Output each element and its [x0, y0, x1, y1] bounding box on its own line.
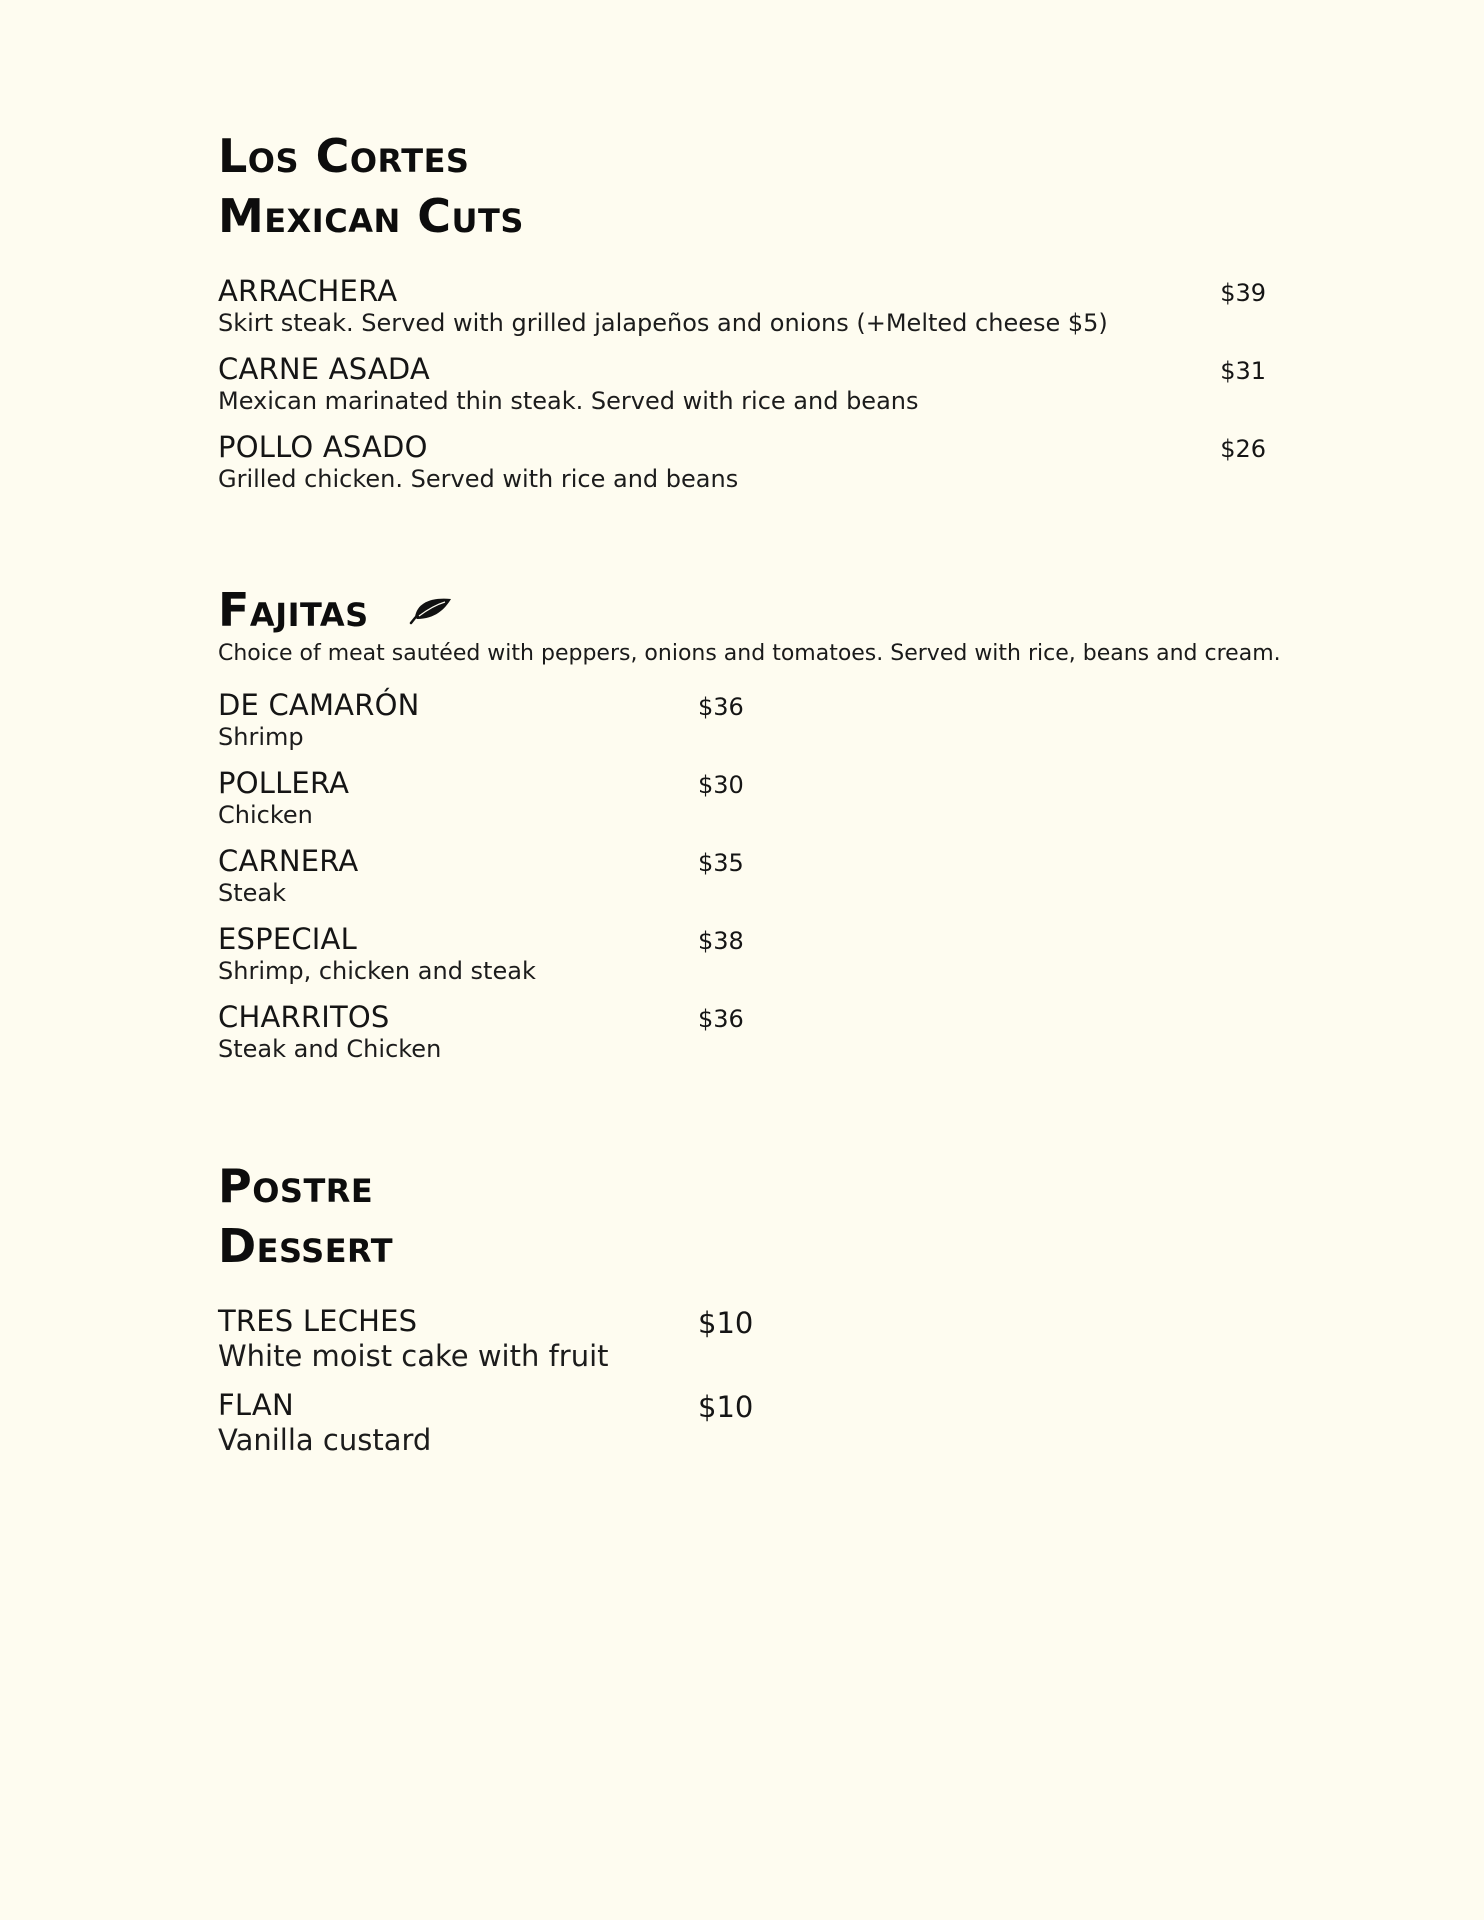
item-price: $35: [698, 849, 744, 877]
item-name: FLAN: [218, 1388, 294, 1422]
menu-item: [218, 844, 1266, 922]
item-name: ESPECIAL: [218, 922, 357, 956]
leaf-icon: [407, 593, 453, 627]
item-price: $30: [698, 771, 744, 799]
section-subtitle: Mexican Cuts: [218, 189, 524, 243]
item-price: $38: [698, 927, 744, 955]
section-subtitle: Dessert: [218, 1219, 394, 1273]
item-name: CARNERA: [218, 844, 359, 878]
menu-item: [218, 766, 1266, 844]
item-description: Mexican marinated thin steak. Served with rice and beans: [218, 387, 919, 415]
section-fajitas: [218, 580, 1281, 1078]
item-description: Steak: [218, 879, 287, 907]
item-price: $10: [698, 1390, 754, 1424]
item-description: Shrimp: [218, 723, 304, 751]
item-name: TRES LECHES: [218, 1304, 418, 1338]
item-description: Shrimp, chicken and steak: [218, 957, 536, 985]
item-price: $31: [1220, 357, 1266, 385]
menu-item: [218, 430, 1266, 508]
menu-list: [218, 1304, 1266, 1472]
item-description: Steak and Chicken: [218, 1035, 442, 1063]
item-name: POLLO ASADO: [218, 430, 428, 464]
menu-item: [218, 1000, 1266, 1078]
menu-list: [218, 688, 1266, 1078]
section-heading: [218, 580, 1266, 640]
section-description: Choice of meat sautéed with peppers, onions and tomatoes. Served with rice, beans and cream.: [218, 641, 1281, 666]
item-price: $39: [1220, 279, 1266, 307]
menu-item: [218, 274, 1266, 352]
item-description: Chicken: [218, 801, 313, 829]
item-price: $36: [698, 693, 744, 721]
item-name: DE CAMARÓN: [218, 688, 420, 722]
item-description: Vanilla custard: [218, 1423, 432, 1457]
menu-list: [218, 274, 1266, 508]
section-dessert: [218, 1156, 1266, 1472]
item-description: White moist cake with fruit: [218, 1339, 609, 1373]
item-name: CARNE ASADA: [218, 352, 430, 386]
item-price: $36: [698, 1005, 744, 1033]
menu-item: [218, 922, 1266, 1000]
menu-item: [218, 1388, 1266, 1472]
item-description: Grilled chicken. Served with rice and beans: [218, 465, 739, 493]
item-name: POLLERA: [218, 766, 350, 800]
item-price: $10: [698, 1306, 754, 1340]
section-title: Fajitas: [218, 583, 369, 637]
menu-item: [218, 688, 1266, 766]
item-name: ARRACHERA: [218, 274, 398, 308]
item-description: Skirt steak. Served with grilled jalapeños and onions (+Melted cheese $5): [218, 309, 1108, 337]
section-title: Los Cortes: [218, 129, 470, 183]
menu-page: [218, 0, 1281, 1920]
section-title: Postre: [218, 1159, 374, 1213]
menu-item: [218, 1304, 1266, 1388]
section-mexican-cuts: [218, 126, 1266, 508]
item-price: $26: [1220, 435, 1266, 463]
menu-item: [218, 352, 1266, 430]
item-name: CHARRITOS: [218, 1000, 390, 1034]
